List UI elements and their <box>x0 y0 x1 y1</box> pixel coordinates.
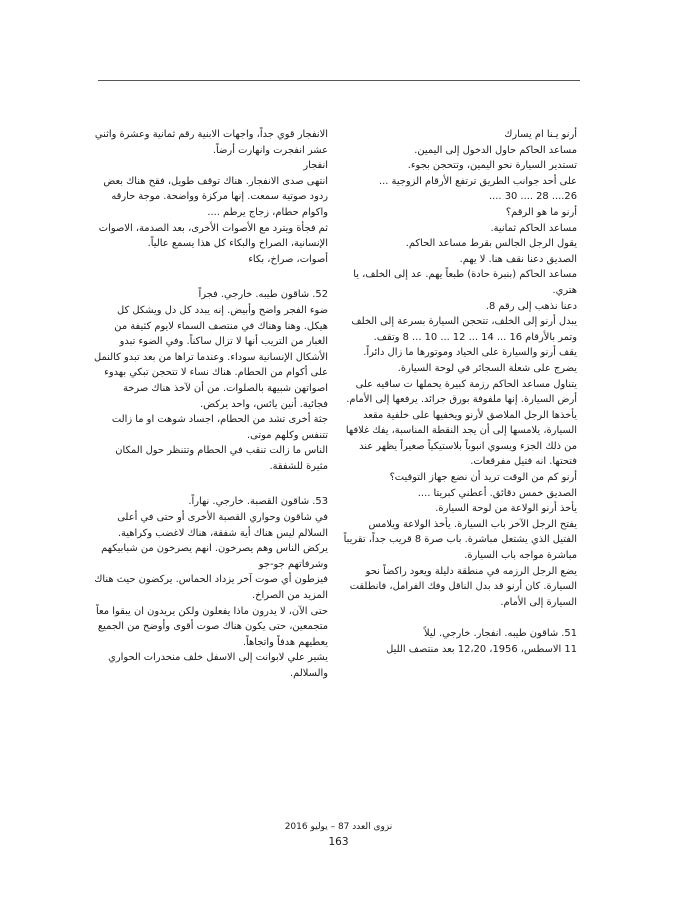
scene-date: 11 الاسطس، 1956، 12،20 بعد منتصف الليل <box>386 643 577 655</box>
paragraph: انفجار <box>303 160 328 172</box>
paragraph: أصوات، صراخ، بكاء <box>248 253 328 265</box>
paragraph: يبدل أرنو إلى الخلف، تتحجن السيارة بسرعة إلى الخلف وتمر بالأرقام 16 ... 14 ... 12 ... 10 ... 8 وتقف. <box>351 316 577 343</box>
paragraph: ضوء الفجر واضح وأبيض. إنه يبدد كل دل ويشكل كل هيكل. وهنا وهناك في منتصف السماء لايوم كثيفة من الغبار من التريب أنها لا تزال ساكناً. وفي الضوء تبدو الأشكال الإنسانية سوداء. وعندما تراها من بعد تبدو كالنمل على أكوام من الحطام. هناك نساء لا تتحجن تبكي بهدوء اصواتهن شبيهة بالصلوات. من أن لآخذ هناك صرخة فجائية. أنين يائس، واحد يركض. <box>93 304 328 410</box>
scene-heading: 51. شاقون طيبه. انفجار. خارجي. ليلاً <box>423 628 577 639</box>
spacer <box>94 474 328 494</box>
paragraph: فيزطون أي صوت آخر يزداد الحماس. يركضون حيث هناك المزيد من الصراخ. <box>94 574 328 602</box>
spacer <box>94 267 328 287</box>
paragraph: أرنو ما هو الرقم؟ <box>505 206 577 218</box>
paragraph: ثم فجأة ويترد مع الأصوات الأخرى، بعد الصدمة، الاصوات الإنسانية، الصراخ والبكاء كل هذا يسمع عالياً. <box>98 222 328 250</box>
paragraph: على أحد جوانب الطريق ترتفع الأرقام الزوجية ... <box>378 175 577 187</box>
paragraph: الناس ما زالت تنقب في الحطام وتتنظر حول المكان مثيرة للشفقة. <box>115 445 328 472</box>
paragraph: الصديق خمس دقائق. أعطني كبريتا .... <box>417 487 577 499</box>
paragraph: الصديق دعنا نقف هنا. لا يهم. <box>459 253 577 265</box>
paragraph: يضع الرجل الرزمه في منطقة دليلة ويعود راكضاً نحو السيارة. كان أرنو قد بدل الناقل وفك الفرامل، فانطلقت السيارة إلى الأمام. <box>349 565 577 608</box>
scene-heading: 52. شاقون طيبه. خارجي. فجراً <box>198 289 328 301</box>
paragraph: مساعد الحاكم حاول الدخول إلى اليمين. <box>414 144 577 156</box>
paragraph: مساعد الحاكم ثمانية. <box>490 222 577 234</box>
paragraph: يضرج على شعلة السجائر في لوحة السيارة. <box>397 362 577 374</box>
header-rule <box>98 80 580 81</box>
footer-issue: نزوى العدد 87 – يوليو 2016 <box>284 822 393 832</box>
paragraph: أرنو يـنا ام يسارك <box>504 129 577 140</box>
paragraph: يشير علي لابوانت إلى الاسفل خلف منحدرات الحواري والسلالم. <box>108 652 328 679</box>
paragraph: أرنو كم من الوقت تريد أن نضع جهاز التوقيت؟ <box>389 472 577 484</box>
paragraph: يقول الرجل الجالس بقرط مساعد الحاكم. <box>405 238 577 250</box>
paragraph: حتى الآن، لا يدرون ماذا يفعلون ولكن يريدون ان يبقوا معاً متجمعين، حتى يكون هناك صوت أقوى وأوضح من الجميع يعطيهم هدفاً واتجاهاً. <box>96 605 328 648</box>
left-column <box>94 127 328 682</box>
spacer <box>343 610 577 626</box>
scene-heading: 53. شاقون القصبة. خارجي. نهاراً. <box>188 496 328 508</box>
paragraph: انتهى صدى الانفجار. هناك توقف طويل، فقح هناك بعض ردود صوتية سمعت. إنها مركزة وواضحة. موجة حارقه واكوام حطام، زجاج يرطم .... <box>103 175 328 218</box>
paragraph: يتناول مساعد الحاكم رزمة كبيرة يحملها ت ساقيه على أرض السيارة. إنها ملفوفة بورق جرائد. يرفعها إلى الأمام. يأخذها الرجل الملاصق لأرنو ويخفيها على خلفية مقعد السيارة، يلامسها إلى أن يجد النقطة المناسبة، يفك غلافها من ذلك الجزء ويسوي انبوباً بلاستيكياً صغيراً يظهر عند فتحتها. انه فتيل مفرقعات. <box>345 378 577 468</box>
paragraph: جثة أخرى تشد من الحطام، اجساد شوهت او ما زالت تتنفس وكلهم موتى. <box>111 414 328 441</box>
paragraph: يقف أرنو والسيارة على الحياد وموتورها ما زال دائراً. <box>363 347 577 359</box>
paragraph: يأخذ أرنو الولاعة من لوحة السيارة. <box>435 503 577 515</box>
paragraph: في شاقون وحواري القصبة الأخرى أو حتى في أعلى السلالم ليس هناك أية شفقة، هناك لاغضب وكراهية. يركض الناس وهم يصرخون. انهم يصرخون من شبابيكهم وشرفاتهم جو-جو <box>101 512 328 570</box>
paragraph: يفتح الرجل الآخر باب السيارة. يأخذ الولاعة ويلامس الفتيل الذي يشتعل مباشرة. باب صرة 8 قريب جداً، تقريباً مباشرة مواجه باب السيارة. <box>343 518 577 562</box>
paragraph: دعنا نذهب إلى رقم 8. <box>485 300 577 312</box>
paragraph: 26.... 28 .... 30 .... <box>489 191 577 203</box>
paragraph: مساعد الحاكم (بنبرة حادة) طبعاً يهم. عد إلى الخلف، يا هتري. <box>353 269 577 296</box>
right-column <box>343 127 577 657</box>
paragraph: الانفجار قوي جداً، واجهات الابنية رقم ثمانية وعشرة واثني عشر انفجرت وانهارت أرضاً. <box>94 129 328 156</box>
paragraph: تستدير السيارة نحو اليمين، وتتحجن بجوء. <box>407 160 577 172</box>
page-number: 163 <box>328 836 349 848</box>
